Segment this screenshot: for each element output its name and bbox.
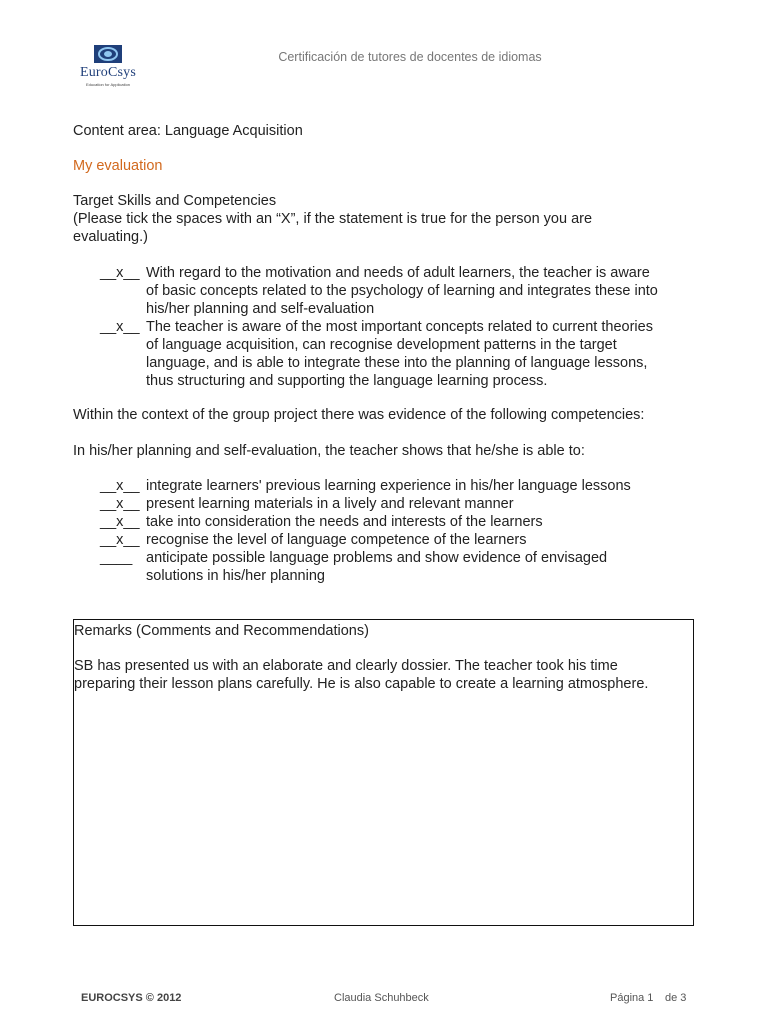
target-instruction-line: (Please tick the spaces with an “X”, if the statement is true for the person you are xyxy=(73,211,593,227)
tick-mark: __x__ xyxy=(100,319,140,335)
target-item-text xyxy=(146,264,706,318)
text-line: With regard to the motivation and needs of adult learners, the teacher is aware xyxy=(146,265,650,281)
target-item-text xyxy=(146,318,706,390)
text-line: language, and is able to integrate these into the planning of language lessons, xyxy=(146,355,648,371)
text-line: anticipate possible language problems and show evidence of envisaged xyxy=(146,550,608,566)
logo-wordmark: EuroCsys xyxy=(79,65,137,80)
text-line: thus structuring and supporting the language learning process. xyxy=(146,373,548,389)
tick-mark: __x__ xyxy=(100,265,140,281)
remarks-line: preparing their lesson plans carefully. He is also capable to create a learning atmosphere. xyxy=(74,676,649,692)
footer-copyright: EUROCSYS © 2012 xyxy=(81,992,182,1004)
competency-item-text xyxy=(146,477,706,495)
text-line: present learning materials in a lively and relevant manner xyxy=(146,496,514,512)
footer-author: Claudia Schuhbeck xyxy=(334,992,429,1004)
remarks-line: SB has presented us with an elaborate and clearly dossier. The teacher took his time xyxy=(74,658,618,674)
logo-subtitle: Education for Application xyxy=(85,82,131,87)
competency-item-text xyxy=(146,531,706,549)
competency-item-text xyxy=(146,549,706,585)
text-line: recognise the level of language competence of the learners xyxy=(146,532,527,548)
header-title: Certificación de tutores de docentes de idiomas xyxy=(278,50,542,64)
planning-line: In his/her planning and self-evaluation, the teacher shows that he/she is able to: xyxy=(73,443,585,459)
target-instruction-line: evaluating.) xyxy=(73,229,148,245)
tick-mark: ____ xyxy=(100,550,133,566)
logo-emblem-icon xyxy=(72,44,144,66)
section-title: My evaluation xyxy=(73,158,163,174)
text-line: The teacher is aware of the most important concepts related to current theories xyxy=(146,319,653,335)
eurocsys-logo xyxy=(72,44,144,92)
text-line: of basic concepts related to the psychology of learning and integrates these into xyxy=(146,283,658,299)
text-line: take into consideration the needs and interests of the learners xyxy=(146,514,543,530)
remarks-heading: Remarks (Comments and Recommendations) xyxy=(74,623,369,639)
text-line: solutions in his/her planning xyxy=(146,568,325,584)
tick-mark: __x__ xyxy=(100,478,140,494)
content-area: Content area: Language Acquisition xyxy=(73,123,303,139)
text-line: his/her planning and self-evaluation xyxy=(146,301,375,317)
tick-mark: __x__ xyxy=(100,532,140,548)
remarks-box xyxy=(73,619,694,926)
text-line: of language acquisition, can recognise development patterns in the target xyxy=(146,337,617,353)
tick-mark: __x__ xyxy=(100,496,140,512)
target-heading: Target Skills and Competencies xyxy=(73,193,277,209)
context-line: Within the context of the group project there was evidence of the following competencies: xyxy=(73,407,645,423)
footer-page-label: Página 1 xyxy=(610,992,654,1004)
text-line: integrate learners' previous learning experience in his/her language lessons xyxy=(146,478,631,494)
footer-page-total: de 3 xyxy=(665,992,687,1004)
competency-item-text xyxy=(146,495,706,513)
tick-mark: __x__ xyxy=(100,514,140,530)
competency-item-text xyxy=(146,513,706,531)
